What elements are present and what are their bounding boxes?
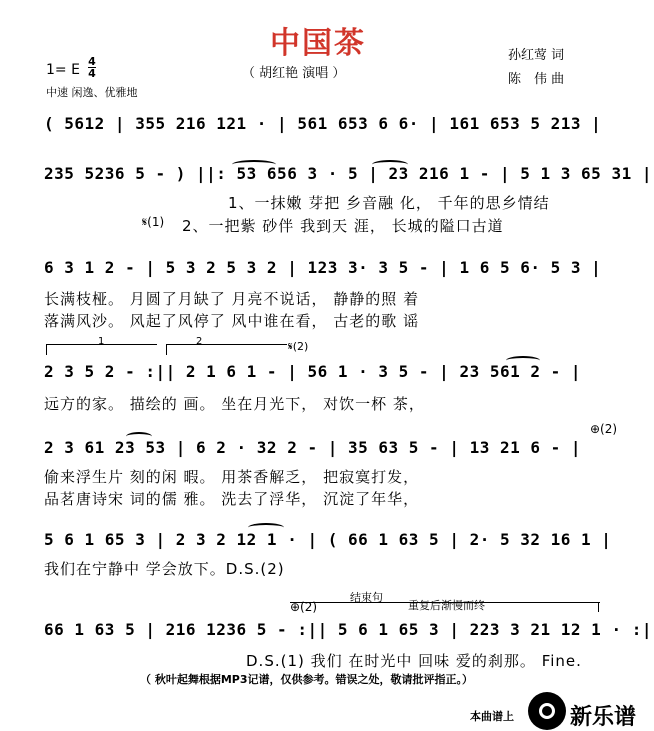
- score-line-7: 66 1 63 5 | 216 1236 5 - :|| 5 6 1 65 3 | 223 3 21 12 1 · :|: [44, 620, 652, 639]
- lyrics-line-5-verse-2: 品茗唐诗宋 词的儒 雅。 洗去了浮华， 沉淀了年华，: [44, 490, 420, 508]
- first-ending-number: 1: [98, 336, 105, 347]
- lyrics-line-2-verse-2: 2、一把紫 砂伴 我到天 涯， 长城的隘口古道: [182, 217, 504, 235]
- slur: [372, 160, 408, 169]
- brand-name: 新乐谱: [570, 705, 637, 730]
- score-line-5: 2 3 61 23 53 | 6 2 · 32 2 - | 35 63 5 - | 13 21 6 - |: [44, 438, 582, 457]
- lyrics-line-6-verse-1: 我们在宁静中 学会放下。D.S.(2): [44, 560, 285, 578]
- slur: [232, 160, 276, 169]
- composer-credit: 陈 伟 曲: [508, 72, 565, 87]
- lyrics-line-7-verse-1: D.S.(1) 我们 在时光中 回味 爱的刹那。 Fine.: [246, 652, 582, 670]
- footer-credit: 本曲谱上: [470, 710, 514, 723]
- bracket-end: [598, 602, 599, 612]
- second-ending-bracket: [166, 344, 287, 355]
- lyrics-line-2-verse-1: 1、一抹嫩 芽把 乡音融 化， 千年的思乡情结: [228, 194, 550, 212]
- singer-credit: （ 胡红艳 演唱 ）: [242, 66, 346, 81]
- second-ending-number: 2: [196, 336, 203, 347]
- lyrics-line-3-verse-2: 落满风沙。 风起了风停了 风中谁在看， 古老的歌 谣: [44, 312, 420, 330]
- slur: [126, 432, 152, 441]
- slur: [506, 356, 540, 365]
- key-signature: 1= E: [46, 62, 80, 78]
- page-title: 中国茶: [270, 26, 366, 61]
- end-phrase-bracket: [290, 602, 600, 603]
- coda-mark-2: ⊕(2): [290, 600, 318, 614]
- time-signature: [88, 56, 96, 79]
- brand-logo-icon: [528, 692, 566, 730]
- segno-mark-1: 𝄋(1): [142, 215, 165, 229]
- score-line-4: 2 3 5 2 - :|| 2 1 6 1 - | 56 1 · 3 5 - | 23 561 2 - |: [44, 362, 582, 381]
- lyrics-line-5-verse-1: 偷来浮生片 刻的闲 暇。 用茶香解乏， 把寂寞打发，: [44, 468, 420, 486]
- lyricist-credit: 孙红莺 词: [508, 48, 565, 63]
- transcriber-note: （ 秋叶起舞根据MP3记谱，仅供参考。错误之处，敬请批评指正。）: [140, 673, 473, 686]
- slur: [248, 523, 284, 532]
- score-line-6: 5 6 1 65 3 | 2 3 2 12 1 · | ( 66 1 63 5 | 2· 5 32 16 1 |: [44, 530, 612, 549]
- lyrics-line-4-verse-1: 远方的家。 描绘的 画。 坐在月光下， 对饮一杯 茶，: [44, 395, 425, 413]
- score-line-1: ( 5612 | 355 216 121 · | 561 653 6 6· | 161 653 5 213 |: [44, 114, 602, 133]
- time-bottom: 4: [88, 67, 96, 80]
- tempo-marking: 中速 闲逸、优雅地: [46, 86, 138, 99]
- score-line-2: 235 5236 5 - ) ||: 53 656 3 · 5 | 23 216 1 - | 5 1 3 65 31 |: [44, 164, 652, 183]
- lyrics-line-3-verse-1: 长满枝桠。 月圆了月缺了 月亮不说话， 静静的照 着: [44, 290, 420, 308]
- time-top: 4: [88, 55, 96, 68]
- score-line-3: 6 3 1 2 - | 5 3 2 5 3 2 | 123 3· 3 5 - | 1 6 5 6· 5 3 |: [44, 258, 602, 277]
- coda-mark-1: ⊕(2): [590, 422, 618, 436]
- repeat-note: 重复后渐慢而终: [408, 599, 485, 612]
- ending-label: 结束句: [350, 591, 383, 604]
- segno-mark-2: 𝄋(2): [288, 340, 309, 353]
